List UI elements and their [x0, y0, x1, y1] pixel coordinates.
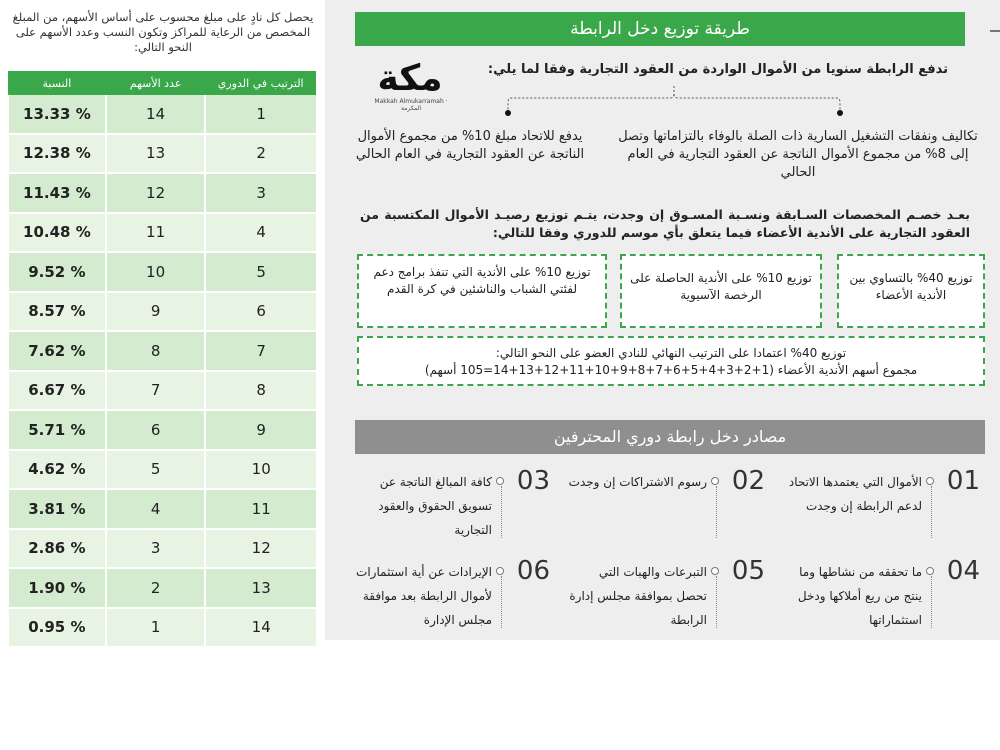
asian-license-box: توزيع 10% على الأندية الحاصلة على الرخصة الآسيوية	[620, 254, 822, 328]
shares-table	[7, 71, 316, 648]
table-row	[8, 213, 316, 253]
source-number: 04	[946, 556, 980, 586]
rank-cell: 1	[205, 95, 316, 134]
shares-cell: 6	[106, 410, 206, 450]
shares-cell: 3	[106, 529, 206, 569]
source-number: 03	[516, 466, 550, 496]
percent-cell: % 10.48	[8, 213, 106, 253]
rank-cell: 10	[205, 450, 316, 490]
rank-cell: 7	[205, 331, 316, 371]
dotted-connector	[716, 486, 717, 538]
bullet-dot-icon	[711, 567, 719, 575]
shares-cell: 2	[106, 568, 206, 608]
bullet-dot-icon	[496, 477, 504, 485]
table-row	[8, 134, 316, 174]
shares-panel	[0, 0, 325, 640]
source-number: 02	[731, 466, 765, 496]
dotted-connector	[931, 486, 932, 538]
distribution-panel	[340, 0, 1000, 640]
shares-table-body	[8, 95, 316, 647]
percent-cell: % 9.52	[8, 252, 106, 292]
percent-cell: % 6.67	[8, 371, 106, 411]
table-header-row	[8, 71, 316, 95]
header-shares: عدد الأسهم	[106, 71, 206, 95]
percent-cell: % 7.62	[8, 331, 106, 371]
ranking-box-line2: مجموع أسهم الأندية الأعضاء (1+2+3+4+5+6+7+8+9+10+11+12+13+14=105 أسهم)	[424, 363, 918, 377]
income-source-item	[350, 556, 550, 636]
operating-costs-text: تكاليف ونفقات التشغيل السارية ذات الصلة بالوفاء بالتزاماتها وتصل إلى 8% من مجموع الأموال الناتجة عن العقود التجارية في العام الحالي	[618, 129, 978, 180]
percent-cell: % 2.86	[8, 529, 106, 569]
source-number: 01	[946, 466, 980, 496]
table-row	[8, 95, 316, 134]
percent-cell: % 8.57	[8, 292, 106, 332]
shares-intro-text: يحصل كل نادٍ على مبلغ محسوب على أساس الأسهم، من المبلغ المخصص من الرعاية للمراكز وتكون النسب وعدد الأسهم على النحو التالي:	[12, 10, 314, 54]
source-text: التبرعات والهبات التي تحصل بموافقة مجلس إدارة الرابطة	[569, 565, 707, 627]
shares-cell: 9	[106, 292, 206, 332]
percent-cell: % 11.43	[8, 173, 106, 213]
rank-cell: 4	[205, 213, 316, 253]
percent-cell: % 4.62	[8, 450, 106, 490]
income-sources-title: مصادر دخل رابطة دوري المحترفين	[355, 420, 985, 454]
shares-cell: 8	[106, 331, 206, 371]
table-row	[8, 292, 316, 332]
shares-cell: 4	[106, 489, 206, 529]
percent-cell: % 0.95	[8, 608, 106, 648]
source-text: الإيرادات عن أية استثمارات لأموال الرابطة بعد موافقة مجلس الإدارة	[356, 565, 492, 627]
table-row	[8, 529, 316, 569]
percent-cell: % 5.71	[8, 410, 106, 450]
bullet-dot-icon	[496, 567, 504, 575]
shares-cell: 13	[106, 134, 206, 174]
income-source-item	[565, 556, 765, 636]
equal-distribution-box: توزيع 40% بالتساوي بين الأندية الأعضاء	[837, 254, 985, 328]
dotted-connector	[501, 486, 502, 538]
table-row	[8, 608, 316, 648]
source-number: 05	[731, 556, 765, 586]
percent-cell: % 13.33	[8, 95, 106, 134]
rank-cell: 5	[205, 252, 316, 292]
source-text: رسوم الاشتراكات إن وجدت	[568, 475, 707, 489]
shares-cell: 11	[106, 213, 206, 253]
ranking-distribution-box	[357, 336, 985, 386]
table-row	[8, 173, 316, 213]
source-number: 06	[516, 556, 550, 586]
shares-cell: 5	[106, 450, 206, 490]
rank-cell: 2	[205, 134, 316, 174]
rank-cell: 11	[205, 489, 316, 529]
rank-cell: 13	[205, 568, 316, 608]
percent-cell: % 12.38	[8, 134, 106, 174]
ranking-box-line1: توزيع 40% اعتمادا على الترتيب النهائي للنادي العضو على النحو التالي:	[495, 346, 847, 360]
rank-cell: 3	[205, 173, 316, 213]
dotted-connector	[501, 576, 502, 628]
source-text: كافة المبالغ الناتجة عن تسويق الحقوق والعقود التجارية	[378, 475, 492, 537]
bullet-dot-icon	[926, 567, 934, 575]
table-row	[8, 568, 316, 608]
table-row	[8, 371, 316, 411]
bullet-dot-icon	[926, 477, 934, 485]
rank-cell: 12	[205, 529, 316, 569]
makkah-logo	[358, 58, 462, 112]
table-row	[8, 331, 316, 371]
shares-cell: 12	[106, 173, 206, 213]
balance-distribution-text: بعـد خصـم المخصصات السـابقة ونسـبة المسـوق إن وجدت، يتـم توزيع رصيـد الأموال المكتسبة من العقود التجارية على الأندية الأعضاء فيما يتعلق بأي موسم للدوري وفقا للتالي:	[360, 207, 970, 240]
rank-cell: 9	[205, 410, 316, 450]
table-row	[8, 450, 316, 490]
dotted-connector	[716, 576, 717, 628]
distribution-title: طريقة توزيع دخل الرابطة	[355, 12, 965, 46]
youth-programs-box: توزيع 10% على الأندية التي تنفذ برامج دعم لفئتي الشباب والناشئين في كرة القدم	[357, 254, 607, 328]
table-row	[8, 252, 316, 292]
income-source-item	[780, 466, 980, 546]
rank-cell: 8	[205, 371, 316, 411]
dotted-connector	[931, 576, 932, 628]
source-text: الأموال التي يعتمدها الاتحاد لدعم الرابطة إن وجدت	[788, 475, 922, 513]
table-row	[8, 489, 316, 529]
edge-rule	[990, 30, 1000, 32]
percent-cell: % 1.90	[8, 568, 106, 608]
logo-wordmark: مكة	[377, 58, 443, 99]
income-source-item	[780, 556, 980, 636]
split-brace-connector	[504, 84, 844, 116]
rank-cell: 6	[205, 292, 316, 332]
logo-subtext: Makkah Almukarramah · المكرمة	[374, 98, 448, 112]
source-text: ما تحققه من نشاطها وما ينتج من ريع أملاكها ودخل استثماراتها	[797, 565, 922, 627]
percent-cell: % 3.81	[8, 489, 106, 529]
rank-cell: 14	[205, 608, 316, 648]
header-percent: النسبة	[8, 71, 106, 95]
shares-cell: 14	[106, 95, 206, 134]
shares-cell: 10	[106, 252, 206, 292]
income-source-item	[350, 466, 550, 546]
shares-cell: 7	[106, 371, 206, 411]
distribution-intro: تدفع الرابطة سنويا من الأموال الواردة من العقود التجارية وفقا لما يلي:	[487, 62, 948, 77]
table-row	[8, 410, 316, 450]
header-rank: الترتيب في الدوري	[205, 71, 316, 95]
federation-share-text: يدفع للاتحاد مبلغ 10% من مجموع الأموال الناتجة عن العقود التجارية في العام الحالي	[355, 129, 585, 162]
shares-cell: 1	[106, 608, 206, 648]
bullet-dot-icon	[711, 477, 719, 485]
income-source-item	[565, 466, 765, 546]
